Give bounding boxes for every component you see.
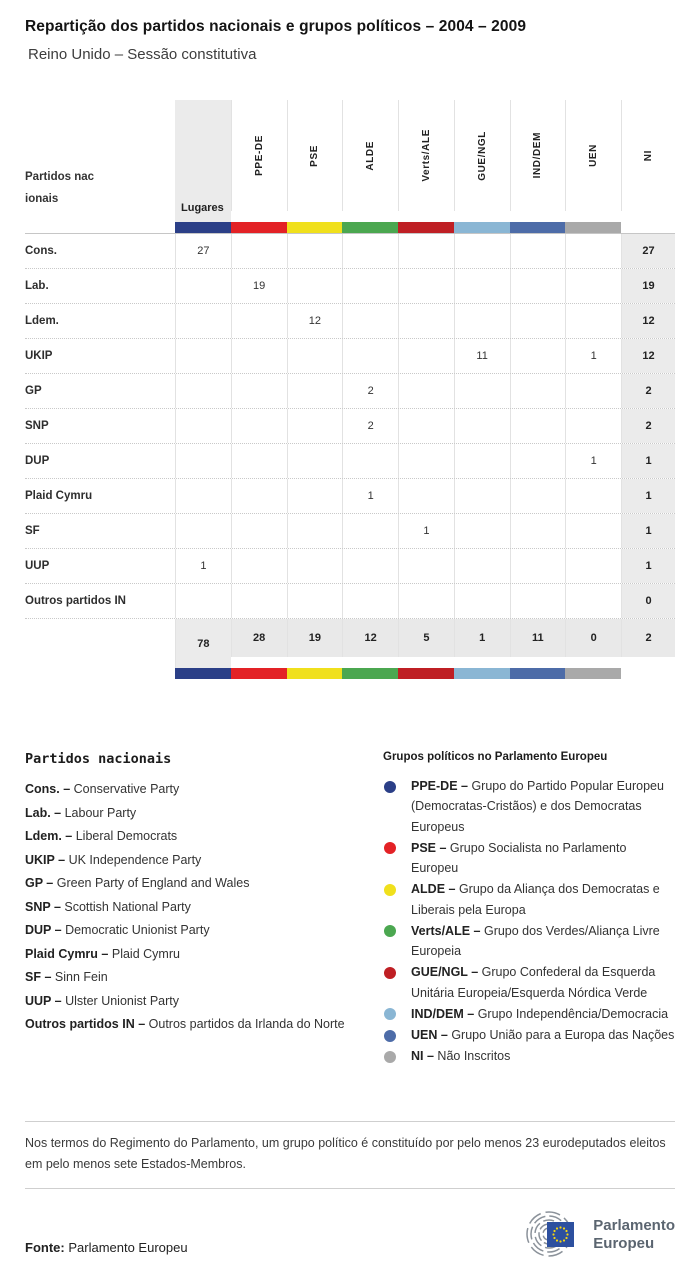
seat-cell xyxy=(565,514,621,548)
seat-cell xyxy=(231,339,287,373)
seats-total-cell: 2 xyxy=(621,374,675,408)
seat-cell: 1 xyxy=(342,479,398,513)
seats-total-cell: 12 xyxy=(621,304,675,338)
column-header-ppe-de: PPE-DE xyxy=(231,100,287,211)
table-row xyxy=(25,444,675,479)
seat-cell xyxy=(454,234,510,268)
group-color-dot xyxy=(384,1008,396,1020)
seats-total-cell: 0 xyxy=(621,584,675,618)
seat-cell xyxy=(287,234,343,268)
seat-cell xyxy=(510,444,566,478)
party-name: UKIP xyxy=(25,350,53,362)
party-name: GP xyxy=(25,385,42,397)
footnote: Nos termos do Regimento do Parlamento, um grupo político é constituído por pelo menos 23 eurodeputados eleitos em pelo menos sete Estados-Membros. xyxy=(25,1135,666,1172)
seat-cell xyxy=(231,549,287,583)
seat-cell xyxy=(175,374,231,408)
list-item: Plaid Cymru – Plaid Cymru xyxy=(25,946,180,961)
column-header-alde: ALDE xyxy=(342,100,398,211)
seat-cell xyxy=(454,374,510,408)
list-item: NI – Não Inscritos xyxy=(383,1046,675,1066)
divider xyxy=(25,1188,675,1189)
list-item: PSE – Grupo Socialista no Parlamento Europeu xyxy=(383,838,675,879)
group-color-swatch xyxy=(454,222,510,233)
group-color-swatch xyxy=(565,222,621,233)
legend-groups-title: Grupos políticos no Parlamento Europeu xyxy=(383,751,608,763)
seat-cell xyxy=(175,339,231,373)
seats-total-cell: 1 xyxy=(621,444,675,478)
table-row xyxy=(25,374,675,409)
group-color-swatch xyxy=(510,222,566,233)
party-name: DUP xyxy=(25,455,50,467)
group-color-swatch xyxy=(398,222,454,233)
seat-cell xyxy=(398,269,454,303)
seat-cell xyxy=(454,514,510,548)
party-name: UUP xyxy=(25,560,50,572)
list-item: GP – Green Party of England and Wales xyxy=(25,876,250,890)
seat-cell xyxy=(231,234,287,268)
seat-cell xyxy=(454,549,510,583)
seat-cell xyxy=(454,444,510,478)
total-cell: 5 xyxy=(398,619,454,657)
legend-political-groups xyxy=(383,751,675,1068)
seat-cell xyxy=(342,444,398,478)
party-name: Outros partidos IN xyxy=(25,595,126,607)
seat-cell xyxy=(565,409,621,443)
seat-cell: 12 xyxy=(287,304,343,338)
party-name: Lab. xyxy=(25,280,49,292)
seat-cell: 2 xyxy=(342,374,398,408)
seat-cell xyxy=(342,304,398,338)
list-item: Lab. – Labour Party xyxy=(25,805,137,820)
group-color-swatch xyxy=(231,668,287,679)
list-item: IND/DEM – Grupo Independência/Democracia xyxy=(383,1004,675,1024)
table-row xyxy=(25,269,675,304)
total-cell: 12 xyxy=(342,619,398,657)
group-color-dot xyxy=(384,884,396,896)
group-color-dot xyxy=(384,1051,396,1063)
seat-cell xyxy=(510,374,566,408)
seat-cell xyxy=(175,479,231,513)
seat-cell xyxy=(287,339,343,373)
seat-cell xyxy=(510,339,566,373)
table-row xyxy=(25,584,675,619)
list-item: SNP – Scottish National Party xyxy=(25,899,191,914)
seat-cell: 1 xyxy=(565,444,621,478)
seat-cell xyxy=(398,584,454,618)
seats-total-cell: 12 xyxy=(621,339,675,373)
source-label: Fonte: xyxy=(25,1240,65,1256)
seat-cell xyxy=(398,479,454,513)
seat-cell xyxy=(175,409,231,443)
group-color-swatch xyxy=(510,668,566,679)
seats-total-cell: 1 xyxy=(621,479,675,513)
seat-cell xyxy=(287,269,343,303)
seat-cell xyxy=(231,584,287,618)
seat-cell xyxy=(454,584,510,618)
legends xyxy=(25,751,675,1068)
seat-cell xyxy=(175,304,231,338)
column-header-uen: UEN xyxy=(565,100,621,211)
seats-table xyxy=(25,100,675,679)
seat-cell xyxy=(510,269,566,303)
legend-national-parties xyxy=(25,751,383,1068)
european-parliament-logo xyxy=(507,1207,675,1263)
table-body xyxy=(25,233,675,619)
party-name: Plaid Cymru xyxy=(25,490,93,502)
list-item: SF – Sinn Fein xyxy=(25,970,108,984)
footer xyxy=(25,1207,675,1263)
legend-parties-title: Partidos nacionais xyxy=(25,751,172,767)
seat-cell xyxy=(175,584,231,618)
total-cell: 11 xyxy=(510,619,566,657)
table-row xyxy=(25,234,675,269)
seat-cell xyxy=(175,269,231,303)
seats-total-cell: 2 xyxy=(621,409,675,443)
group-color-swatch xyxy=(565,668,621,679)
table-row xyxy=(25,409,675,444)
group-color-swatch xyxy=(175,222,231,233)
seats-total-cell: 1 xyxy=(621,514,675,548)
seat-cell: 11 xyxy=(454,339,510,373)
list-item: Outros partidos IN – Outros partidos da Irlanda do Norte xyxy=(25,1017,345,1031)
seats-total-cell: 19 xyxy=(621,269,675,303)
seats-total-cell: 27 xyxy=(621,234,675,268)
table-totals-row xyxy=(25,619,675,679)
seat-cell xyxy=(398,304,454,338)
seat-cell: 1 xyxy=(175,549,231,583)
seat-cell xyxy=(454,479,510,513)
seat-cell xyxy=(287,584,343,618)
seat-cell xyxy=(287,409,343,443)
seat-cell xyxy=(565,269,621,303)
seat-cell xyxy=(231,514,287,548)
seat-cell xyxy=(510,479,566,513)
seat-cell xyxy=(454,269,510,303)
column-header-ni: NI xyxy=(621,100,675,211)
seat-cell xyxy=(565,479,621,513)
source-line xyxy=(25,1240,188,1263)
column-header-verts-ale: Verts/ALE xyxy=(398,100,454,211)
seat-cell xyxy=(510,514,566,548)
group-color-dot xyxy=(384,842,396,854)
list-item: DUP – Democratic Unionist Party xyxy=(25,923,210,937)
seat-cell xyxy=(231,304,287,338)
column-header-gue-ngl: GUE/NGL xyxy=(454,100,510,211)
table-row xyxy=(25,339,675,374)
seat-cell xyxy=(231,479,287,513)
seat-cell: 19 xyxy=(231,269,287,303)
total-cell: 1 xyxy=(454,619,510,657)
totals-label-cell xyxy=(25,619,175,668)
seat-cell xyxy=(342,339,398,373)
column-header-lugares: Lugares xyxy=(175,100,231,222)
table-row xyxy=(25,304,675,339)
seat-cell xyxy=(287,374,343,408)
seat-cell xyxy=(231,409,287,443)
table-row xyxy=(25,479,675,514)
list-item: UEN – Grupo União para a Europa das Nações xyxy=(383,1025,675,1045)
list-item: Ldem. – Liberal Democrats xyxy=(25,829,178,843)
divider xyxy=(25,1121,675,1122)
seat-cell xyxy=(287,549,343,583)
list-item: UKIP – UK Independence Party xyxy=(25,852,202,867)
seat-cell xyxy=(565,304,621,338)
group-color-dot xyxy=(384,925,396,937)
seat-cell xyxy=(454,409,510,443)
table-header xyxy=(25,100,675,233)
group-color-dot xyxy=(384,781,396,793)
seat-cell xyxy=(175,444,231,478)
source-value: Parlamento Europeu xyxy=(68,1240,188,1256)
table-row xyxy=(25,514,675,549)
seat-cell xyxy=(342,269,398,303)
seat-cell xyxy=(398,234,454,268)
seat-cell xyxy=(510,584,566,618)
logo-wordmark: Parlamento Europeu xyxy=(593,1217,675,1253)
group-color-swatch xyxy=(398,668,454,679)
group-color-swatch xyxy=(287,222,343,233)
seat-cell xyxy=(565,584,621,618)
party-name: Ldem. xyxy=(25,315,59,327)
seat-cell: 1 xyxy=(398,514,454,548)
list-item: PPE-DE – Grupo do Partido Popular Europeu (Democratas-Cristãos) e dos Democratas Europeus xyxy=(383,776,675,837)
seat-cell xyxy=(398,444,454,478)
seat-cell xyxy=(398,339,454,373)
seat-cell xyxy=(287,514,343,548)
seat-cell xyxy=(175,514,231,548)
seat-cell xyxy=(510,234,566,268)
seat-cell: 2 xyxy=(342,409,398,443)
list-item: UUP – Ulster Unionist Party xyxy=(25,993,180,1008)
seat-cell xyxy=(398,374,454,408)
page-title: Repartição dos partidos nacionais e grupos políticos – 2004 – 2009 xyxy=(25,18,527,35)
seat-cell xyxy=(565,374,621,408)
total-cell: 0 xyxy=(565,619,621,657)
seat-cell xyxy=(565,234,621,268)
seat-cell: 27 xyxy=(175,234,231,268)
seat-cell xyxy=(398,549,454,583)
list-item: Cons. – Conservative Party xyxy=(25,782,180,796)
seat-cell xyxy=(510,549,566,583)
list-item: Verts/ALE – Grupo dos Verdes/Aliança Livre Europeia xyxy=(383,921,675,962)
corner-label: Partidos nacionais xyxy=(25,171,95,205)
total-cell: 19 xyxy=(287,619,343,657)
seat-cell xyxy=(342,514,398,548)
group-color-dot xyxy=(384,1030,396,1042)
group-color-swatch xyxy=(231,222,287,233)
hemicycle-flag-icon xyxy=(507,1207,585,1263)
party-name: Cons. xyxy=(25,245,57,257)
total-cell: 2 xyxy=(621,619,675,657)
seat-cell xyxy=(287,444,343,478)
seat-cell xyxy=(342,234,398,268)
page-subtitle: Reino Unido – Sessão constitutiva xyxy=(28,46,257,63)
seat-cell: 1 xyxy=(565,339,621,373)
list-item: ALDE – Grupo da Aliança dos Democratas e Liberais pela Europa xyxy=(383,879,675,920)
party-name: SNP xyxy=(25,420,49,432)
group-color-swatch xyxy=(175,668,231,679)
seat-cell xyxy=(231,374,287,408)
seat-cell xyxy=(510,304,566,338)
group-color-swatch xyxy=(342,222,398,233)
table-row xyxy=(25,549,675,584)
seat-cell xyxy=(454,304,510,338)
group-color-swatch xyxy=(287,668,343,679)
seat-cell xyxy=(342,549,398,583)
total-cell: 28 xyxy=(231,619,287,657)
column-header-ind-dem: IND/DEM xyxy=(510,100,566,211)
list-item: GUE/NGL – Grupo Confederal da Esquerda Unitária Europeia/Esquerda Nórdica Verde xyxy=(383,962,675,1003)
seat-cell xyxy=(342,584,398,618)
seat-cell xyxy=(510,409,566,443)
seat-cell xyxy=(231,444,287,478)
group-color-swatch xyxy=(454,668,510,679)
seat-cell xyxy=(565,549,621,583)
group-color-dot xyxy=(384,967,396,979)
grand-total-cell: 78 xyxy=(175,619,231,668)
seats-total-cell: 1 xyxy=(621,549,675,583)
group-color-swatch xyxy=(342,668,398,679)
seat-cell xyxy=(287,479,343,513)
column-header-pse: PSE xyxy=(287,100,343,211)
party-name: SF xyxy=(25,525,40,537)
seat-cell xyxy=(398,409,454,443)
